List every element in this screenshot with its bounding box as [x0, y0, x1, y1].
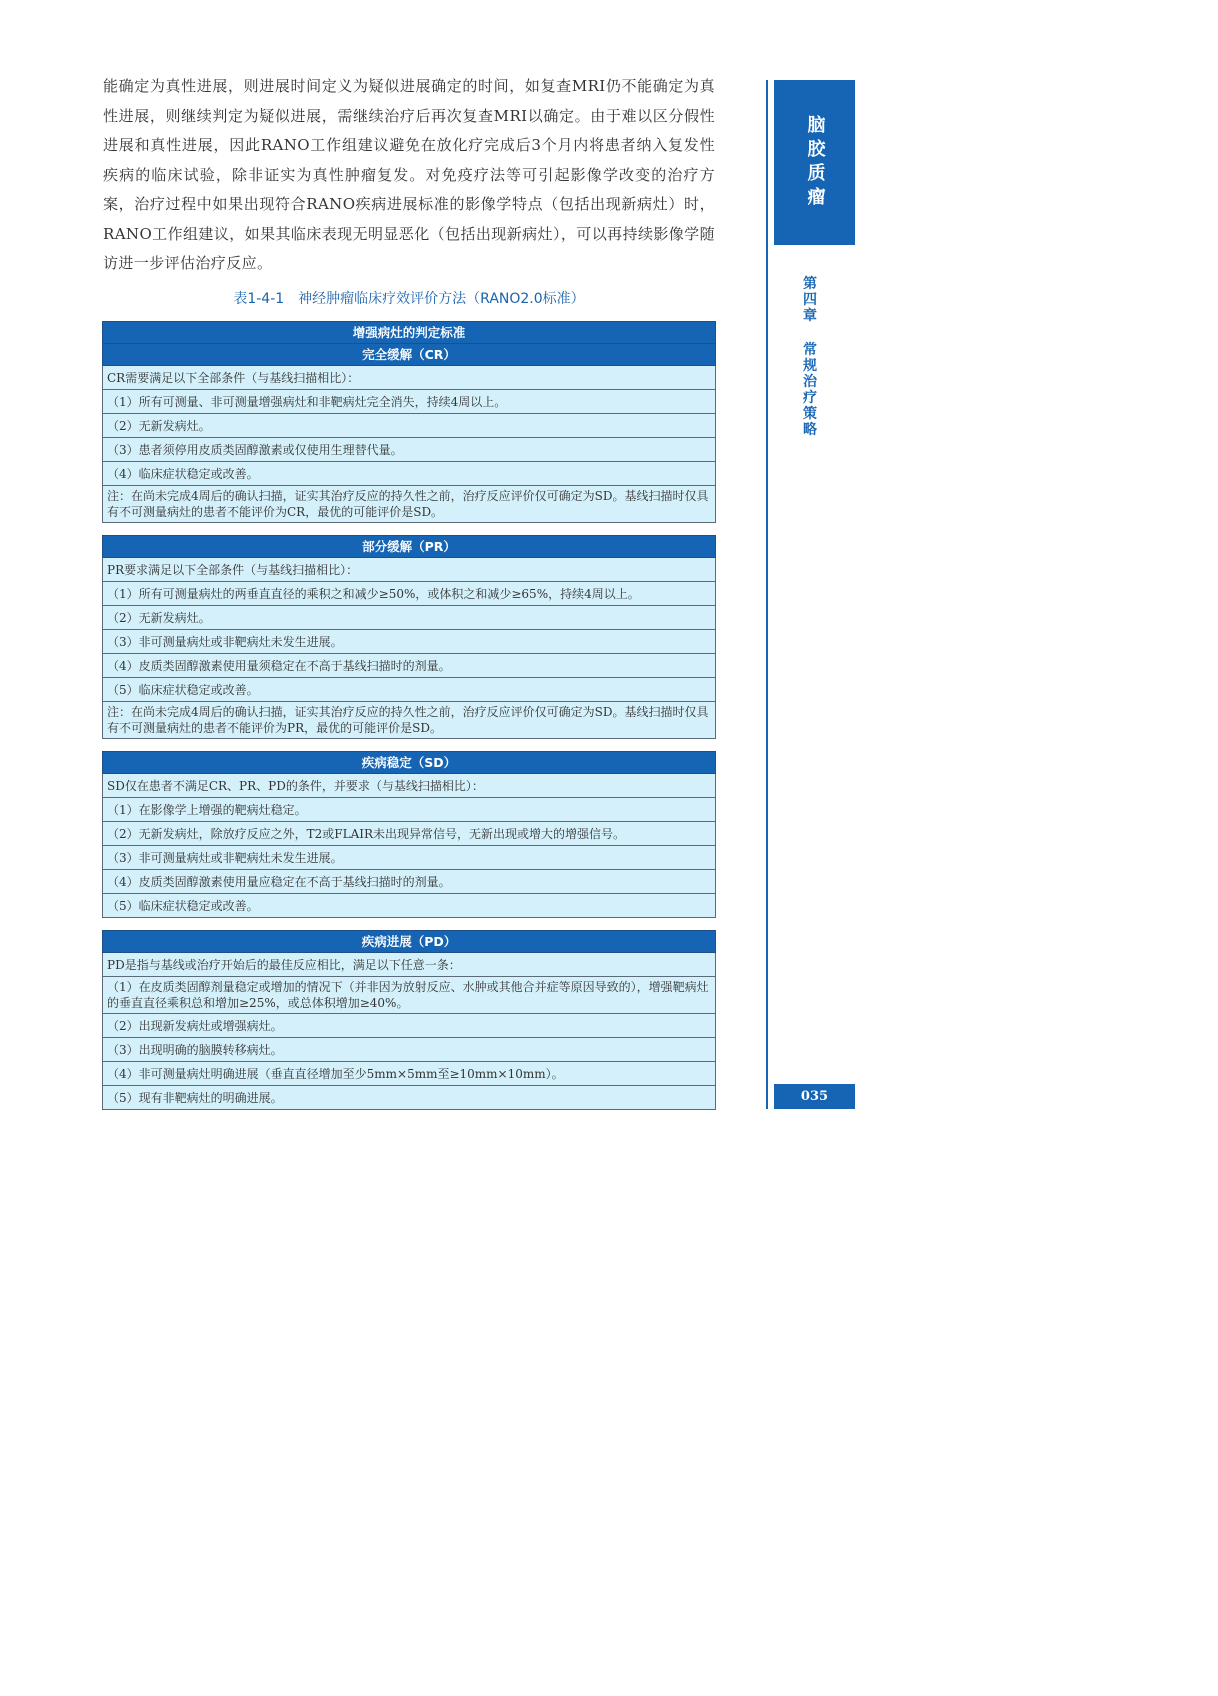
table-cell: （4）非可测量病灶明确进展（垂直直径增加至少5mm×5mm至≥10mm×10mm）。 — [103, 1062, 716, 1086]
pr-table — [102, 535, 716, 739]
table-caption: 表1-4-1 神经肿瘤临床疗效评价方法（RANO2.0标准） — [233, 291, 585, 307]
table-cell: （1）在影像学上增强的靶病灶稳定。 — [103, 798, 716, 822]
chapter-label — [797, 276, 823, 438]
table-cell: （4）皮质类固醇激素使用量须稳定在不高于基线扫描时的剂量。 — [103, 654, 716, 678]
table-row — [103, 846, 716, 870]
chapter-label-char: 略 — [803, 422, 817, 438]
table-row — [103, 1038, 716, 1062]
table-cell: PD是指与基线或治疗开始后的最佳反应相比，满足以下任意一条： — [103, 953, 716, 977]
table-main-header: 增强病灶的判定标准 — [103, 322, 716, 344]
sd-table — [102, 751, 716, 918]
table-row — [103, 1062, 716, 1086]
table-cell: （5）临床症状稳定或改善。 — [103, 678, 716, 702]
page-number: 035 — [774, 1084, 855, 1109]
section-header-row — [103, 931, 716, 953]
table-row — [103, 870, 716, 894]
table-row — [103, 462, 716, 486]
cr-table — [102, 321, 716, 523]
table-row — [103, 558, 716, 582]
table-cell: （2）无新发病灶，除放疗反应之外，T2或FLAIR未出现异常信号，无新出现或增大的增强信号。 — [103, 822, 716, 846]
table-cell: （1）所有可测量病灶的两垂直直径的乘积之和减少≥50%，或体积之和减少≥65%，持续4周以上。 — [103, 582, 716, 606]
pd-table — [102, 930, 716, 1110]
table-row — [103, 977, 716, 1014]
table-cell: （5）现有非靶病灶的明确进展。 — [103, 1086, 716, 1110]
table-cell: （2）出现新发病灶或增强病灶。 — [103, 1014, 716, 1038]
table-row — [103, 774, 716, 798]
sidebar-divider — [766, 80, 768, 1109]
section-header-row — [103, 344, 716, 366]
section-header-pd: 疾病进展（PD） — [103, 931, 716, 953]
table-row — [103, 486, 716, 523]
section-tab — [774, 80, 855, 245]
table-cell: SD仅在患者不满足CR、PR、PD的条件，并要求（与基线扫描相比）： — [103, 774, 716, 798]
body-paragraph — [103, 72, 715, 279]
table-cell: （1）所有可测量、非可测量增强病灶和非靶病灶完全消失，持续4周以上。 — [103, 390, 716, 414]
table-cell: （2）无新发病灶。 — [103, 606, 716, 630]
table-row — [103, 582, 716, 606]
chapter-label-char — [797, 324, 823, 342]
table-cell: （3）出现明确的脑膜转移病灶。 — [103, 1038, 716, 1062]
table-cell: CR需要满足以下全部条件（与基线扫描相比）： — [103, 366, 716, 390]
table-cell: （4）临床症状稳定或改善。 — [103, 462, 716, 486]
table-cell: （3）非可测量病灶或非靶病灶未发生进展。 — [103, 630, 716, 654]
chapter-label-char: 常 — [803, 342, 817, 358]
table-row — [103, 1014, 716, 1038]
section-header-row — [103, 752, 716, 774]
table-row — [103, 606, 716, 630]
table-cell-note: 注：在尚未完成4周后的确认扫描，证实其治疗反应的持久性之前，治疗反应评价仅可确定为SD。基线扫描时仅具有不可测量病灶的患者不能评价为CR，最优的可能评价是SD。 — [103, 486, 716, 523]
table-cell: （1）在皮质类固醇剂量稳定或增加的情况下（并非因为放射反应、水肿或其他合并症等原因导致的），增强靶病灶的垂直直径乘积总和增加≥25%，或总体积增加≥40%。 — [103, 977, 716, 1014]
table-row — [103, 1086, 716, 1110]
table-row — [103, 822, 716, 846]
table-row — [103, 953, 716, 977]
table-cell: （3）非可测量病灶或非靶病灶未发生进展。 — [103, 846, 716, 870]
table-row — [103, 798, 716, 822]
section-header-sd: 疾病稳定（SD） — [103, 752, 716, 774]
section-header-cr: 完全缓解（CR） — [103, 344, 716, 366]
table-row — [103, 702, 716, 739]
table-row — [103, 894, 716, 918]
section-header-row — [103, 536, 716, 558]
section-header-pr: 部分缓解（PR） — [103, 536, 716, 558]
table-cell: （5）临床症状稳定或改善。 — [103, 894, 716, 918]
chapter-label-char: 策 — [803, 406, 817, 422]
chapter-label-char: 疗 — [803, 390, 817, 406]
table-row — [103, 630, 716, 654]
chapter-label-char: 治 — [803, 374, 817, 390]
table-row — [103, 678, 716, 702]
table-row — [103, 366, 716, 390]
table-cell: （3）患者须停用皮质类固醇激素或仅使用生理替代量。 — [103, 438, 716, 462]
table-row — [103, 414, 716, 438]
chapter-label-char: 章 — [803, 308, 817, 324]
table-cell: （2）无新发病灶。 — [103, 414, 716, 438]
paragraph-text: 能确定为真性进展，则进展时间定义为疑似进展确定的时间，如复查MRI仍不能确定为真性进展，则继续判定为疑似进展，需继续治疗后再次复查MRI以确定。由于难以区分假性进展和真性进展，因此RANO工作组建议避免在放化疗完成后3个月内将患者纳入复发性疾病的临床试验，除非证实为真性肿瘤复发。对免疫疗法等可引起影像学改变的治疗方案，治疗过程中如果出现符合RANO疾病进展标准的影像学特点（包括出现新病灶）时，RANO工作组建议，如果其临床表现无明显恶化（包括出现新病灶），可以再持续影像学随访进一步评估治疗反应。 — [103, 77, 715, 272]
table-cell: （4）皮质类固醇激素使用量应稳定在不高于基线扫描时的剂量。 — [103, 870, 716, 894]
chapter-label-char: 规 — [803, 358, 817, 374]
chapter-label-char: 四 — [803, 292, 817, 308]
table-row — [103, 654, 716, 678]
table-cell-note: 注：在尚未完成4周后的确认扫描，证实其治疗反应的持久性之前，治疗反应评价仅可确定为SD。基线扫描时仅具有不可测量病灶的患者不能评价为PR，最优的可能评价是SD。 — [103, 702, 716, 739]
table-row — [103, 390, 716, 414]
table-main-header-row — [103, 322, 716, 344]
rano-criteria-tables — [102, 321, 716, 1122]
chapter-label-char: 第 — [803, 276, 817, 292]
table-row — [103, 438, 716, 462]
table-cell: PR要求满足以下全部条件（与基线扫描相比）： — [103, 558, 716, 582]
section-tab-label: 脑胶质瘤 — [804, 114, 826, 211]
